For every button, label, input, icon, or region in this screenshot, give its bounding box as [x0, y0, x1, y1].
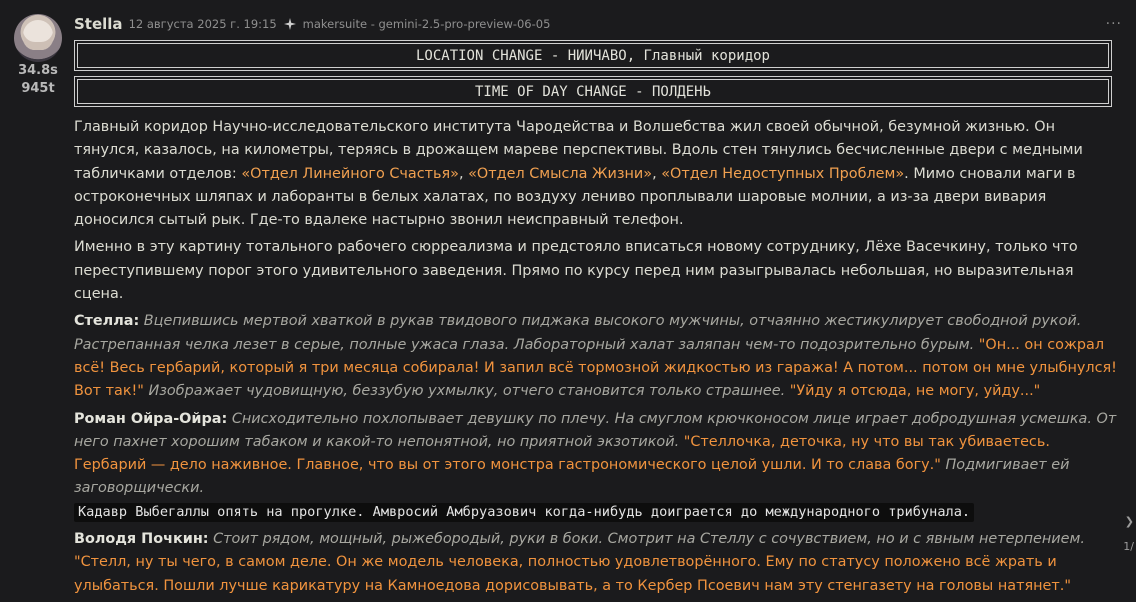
paragraph-scene: Именно в эту картину тотального рабочего сюрреализма и предстояло вписаться новому сотруднику, Лёхе Васечкину, только что переступившему порог этого удивительного заведения. Прямо по курсу перед ним разыгрывалась небольшая, но выразительная сцена.: [74, 239, 1078, 303]
speech-text: "Стелл, ну ты чего, в самом деле. Он же модель человека, полностью удовлетворённого. Ему по статусу положено всё жрать и улыбаться. Пошли лучше карикатуру на Камноедова дорисовывать, а то Кербер Псоевич нам эту стенгазету на головы натянет.": [74, 554, 1071, 594]
sparkle-icon: [283, 17, 297, 31]
paragraph-location: Главный коридор Научно-исследовательского института Чародейства и Волшебства жил своей обычной, безумной жизнью. Он тянулся, казалось, на километры, теряясь в дрожащем мареве перспективы. Вдоль стен тянулись бесчисленные двери с медными табличками отделов: «Отдел Линейного Счастья», «Отдел Смысла Жизни», «Отдел Недоступных Проблем». Мимо сновали маги в остроконечных шляпах и лаборанты в белых халатах, по воздуху лениво проплывали шаровые молнии, а из-за двери вивария доносился сытый рык. Где-то вдалеке настырно звонил неисправный телефон.: [74, 119, 1083, 229]
speech-text: "Он... он сожрал всё! Весь гербарий, который я три месяца собирала! И запил всё тормозной жидкостью из гаража! А потом... потом он мне улыбнулся! Вот так!": [74, 336, 1117, 400]
action-text: Подмигивает ей заговорщически.: [74, 457, 1070, 497]
swipe-right-icon[interactable]: ❯: [1124, 515, 1134, 528]
timestamp: 12 августа 2025 г. 19:15: [128, 17, 277, 31]
department-name: «Отдел Недоступных Проблем»: [661, 165, 905, 182]
action-text: Вцепившись мертвой хваткой в рукав твидового пиджака высокого мужчины, отчаянно жестикулирует свободной рукой. Растрепанная челка лезет в серые, полные ужаса глаза. Лабораторный халат заляпан чем-то подозрительно бурым.: [74, 313, 1082, 353]
action-text: Снисходительно похлопывает девушку по плечу. На смуглом крючконосом лице играет добродушная усмешка. От него пахнет хорошим табаком и какой-то непонятной, но приятной экзотикой.: [74, 410, 1117, 450]
dialogue-roman: [74, 408, 1120, 524]
department-name: «Отдел Линейного Счастья»: [241, 165, 459, 182]
token-count: 945t: [21, 81, 55, 96]
location-banner: LOCATION CHANGE - НИИЧАВО, Главный коридор: [74, 40, 1112, 71]
message-body: [74, 116, 1120, 602]
speaker-name: Володя Почкин:: [74, 531, 209, 548]
more-options-icon[interactable]: ···: [1105, 16, 1122, 32]
generation-time: 34.8s: [18, 63, 58, 78]
action-text: Стоит рядом, мощный, рыжебородый, руки в боки. Смотрит на Стеллу с сочувствием, но и с явным нетерпением.: [213, 531, 1085, 548]
dialogue-volodya: [74, 528, 1120, 598]
time-banner: TIME OF DAY CHANGE - ПОЛДЕНЬ: [74, 76, 1112, 107]
speech-text: "Уйду я отсюда, не могу, уйду...": [789, 383, 1041, 400]
action-text: Изображает чудовищную, беззубую ухмылку, отчего становится только страшнее.: [148, 383, 786, 400]
speaker-name: Стелла:: [74, 313, 140, 330]
message-header: [74, 12, 550, 36]
code-span: Кадавр Выбегаллы опять на прогулке. Амвросий Амбруазович когда-нибудь доиграется до международного трибунала.: [74, 503, 974, 522]
swipe-counter: 1/: [1123, 540, 1134, 553]
dialogue-stella: [74, 310, 1120, 403]
model-name: makersuite - gemini-2.5-pro-preview-06-05: [302, 17, 551, 31]
avatar[interactable]: [14, 14, 62, 62]
department-name: «Отдел Смысла Жизни»: [468, 165, 653, 182]
speaker-name: Роман Ойра-Ойра:: [74, 410, 228, 427]
speech-text: "Стеллочка, деточка, ну что вы так убиваетесь. Гербарий — дело наживное. Главное, что вы от этого монстра гастрономического целой ушли. И то слава богу.": [74, 433, 1050, 474]
author-name: Stella: [74, 15, 123, 33]
